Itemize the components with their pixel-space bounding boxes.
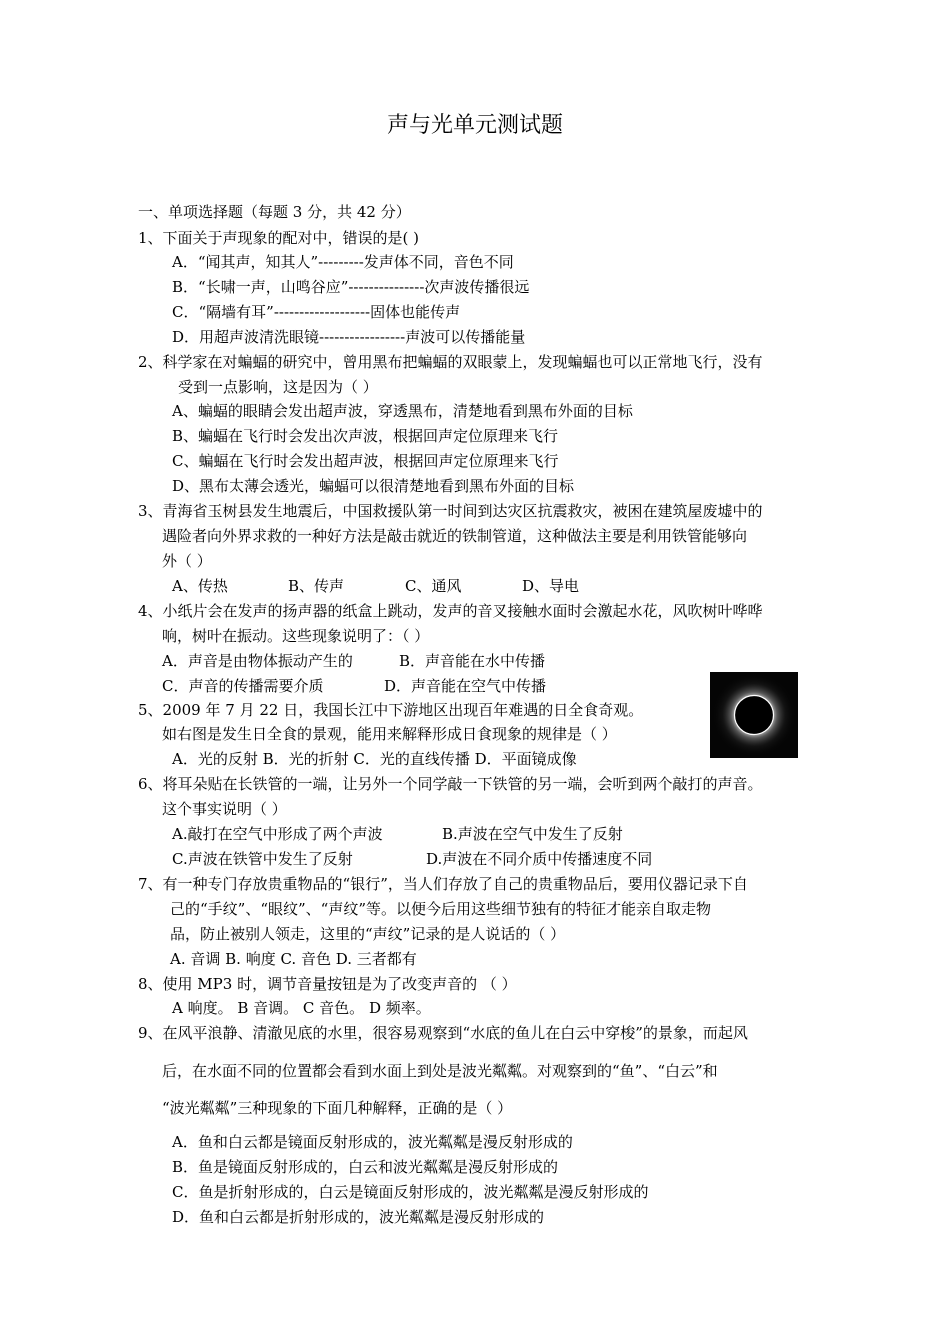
- page-title: 声与光单元测试题: [386, 113, 563, 138]
- q3-stem-line2: 遇险者向外界求救的一种好方法是敲击就近的铁制管道，这种做法主要是利用铁管能够向: [162, 527, 748, 545]
- eclipse-graphic: [710, 672, 798, 758]
- q1-option-a: A．“闻其声，知其人”---------发声体不同，音色不同: [172, 253, 514, 271]
- q1-option-b: B．“长啸一声，山鸣谷应”---------------次声波传播很远: [172, 278, 530, 296]
- q4-option-c: C．声音的传播需要介质: [162, 677, 324, 695]
- q2-option-b: B、蝙蝠在飞行时会发出次声波，根据回声定位原理来飞行: [172, 427, 559, 445]
- q9-stem-line3: “波光粼粼”三种现象的下面几种解释，正确的是（ ）: [162, 1099, 513, 1117]
- q3-stem-line3: 外（ ）: [162, 552, 212, 570]
- q8-options: A 响度。 B 音调。 C 音色。 D 频率。: [172, 999, 431, 1017]
- q2-option-a: A、蝙蝠的眼睛会发出超声波，穿透黑布，清楚地看到黑布外面的目标: [172, 402, 633, 420]
- q1-option-c: C．“隔墙有耳”-------------------固体也能传声: [172, 303, 461, 321]
- q4-stem-line2: 响，树叶在振动。这些现象说明了：（ ）: [162, 627, 430, 645]
- q6-option-c: C.声波在铁管中发生了反射: [172, 850, 353, 868]
- q7-options: A. 音调 B. 响度 C. 音色 D. 三者都有: [170, 950, 417, 968]
- q4-option-d: D．声音能在空气中传播: [384, 677, 547, 695]
- q6-option-a: A.敲打在空气中形成了两个声波: [172, 825, 383, 843]
- q9-option-c: C．鱼是折射形成的，白云是镜面反射形成的，波光粼粼是漫反射形成的: [172, 1183, 649, 1201]
- q7-stem-line1: 7、有一种专门存放贵重物品的“银行”，当人们存放了自己的贵重物品后，要用仪器记录下自: [138, 875, 748, 893]
- q9-stem-line2: 后，在水面不同的位置都会看到水面上到处是波光粼粼。对观察到的“鱼”、“白云”和: [162, 1062, 718, 1080]
- q2-stem-line1: 2、科学家在对蝙蝠的研究中，曾用黑布把蝙蝠的双眼蒙上，发现蝙蝠也可以正常地飞行，没有: [138, 353, 763, 371]
- q6-stem-line2: 这个事实说明（ ）: [162, 800, 287, 818]
- q4-option-b: B．声音能在水中传播: [399, 652, 546, 670]
- q3-option-a: A、传热: [172, 577, 228, 595]
- q5-options: A．光的反射 B．光的折射 C．光的直线传播 D．平面镜成像: [172, 750, 577, 768]
- q4-stem-line1: 4、小纸片会在发声的扬声器的纸盒上跳动，发声的音叉接触水面时会激起水花，风吹树叶哗哗: [138, 602, 763, 620]
- q9-option-a: A．鱼和白云都是镜面反射形成的，波光粼粼是漫反射形成的: [172, 1133, 573, 1151]
- q6-option-b: B.声波在空气中发生了反射: [442, 825, 623, 843]
- q9-option-b: B．鱼是镜面反射形成的，白云和波光粼粼是漫反射形成的: [172, 1158, 559, 1176]
- q7-stem-line3: 品，防止被别人领走，这里的“声纹”记录的是人说话的（ ）: [170, 925, 566, 943]
- q3-stem-line1: 3、青海省玉树县发生地震后，中国救援队第一时间到达灾区抗震救灾，被困在建筑屋废墟中的: [138, 502, 763, 520]
- q1-option-d: D．用超声波清洗眼镜-----------------声波可以传播能量: [172, 328, 526, 346]
- q8-stem: 8、使用 MP3 时，调节音量按钮是为了改变声音的 （ ）: [138, 975, 517, 993]
- q4-option-a: A．声音是由物体振动产生的: [162, 652, 353, 670]
- q9-stem-line1: 9、在风平浪静、清澈见底的水里，很容易观察到“水底的鱼儿在白云中穿梭”的景象，而起风: [138, 1024, 748, 1042]
- q6-option-d: D.声波在不同介质中传播速度不同: [426, 850, 653, 868]
- q9-option-d: D．鱼和白云都是折射形成的，波光粼粼是漫反射形成的: [172, 1208, 545, 1226]
- q2-stem-line2: 受到一点影响，这是因为（ ）: [178, 378, 378, 396]
- q1-stem: 1、下面关于声现象的配对中，错误的是( ): [138, 229, 420, 247]
- q3-option-c: C、通风: [405, 577, 462, 595]
- q3-option-b: B、传声: [288, 577, 345, 595]
- q6-stem-line1: 6、将耳朵贴在长铁管的一端，让另外一个同学敲一下铁管的另一端，会听到两个敲打的声音。: [138, 775, 763, 793]
- section-heading: 一、单项选择题（每题 3 分，共 42 分）: [138, 203, 411, 221]
- solar-eclipse-image: [710, 672, 798, 758]
- q2-option-d: D、黑布太薄会透光，蝙蝠可以很清楚地看到黑布外面的目标: [172, 477, 575, 495]
- q7-stem-line2: 己的“手纹”、“眼纹”、“声纹”等。以便今后用这些细节独有的特征才能亲自取走物: [170, 900, 712, 918]
- q2-option-c: C、蝙蝠在飞行时会发出超声波，根据回声定位原理来飞行: [172, 452, 559, 470]
- q5-stem-line2: 如右图是发生日全食的景观，能用来解释形成日食现象的规律是（ ）: [162, 725, 617, 743]
- q5-stem-line1: 5、2009 年 7 月 22 日，我国长江中下游地区出现百年难遇的日全食奇观。: [138, 701, 644, 719]
- q3-option-d: D、导电: [522, 577, 580, 595]
